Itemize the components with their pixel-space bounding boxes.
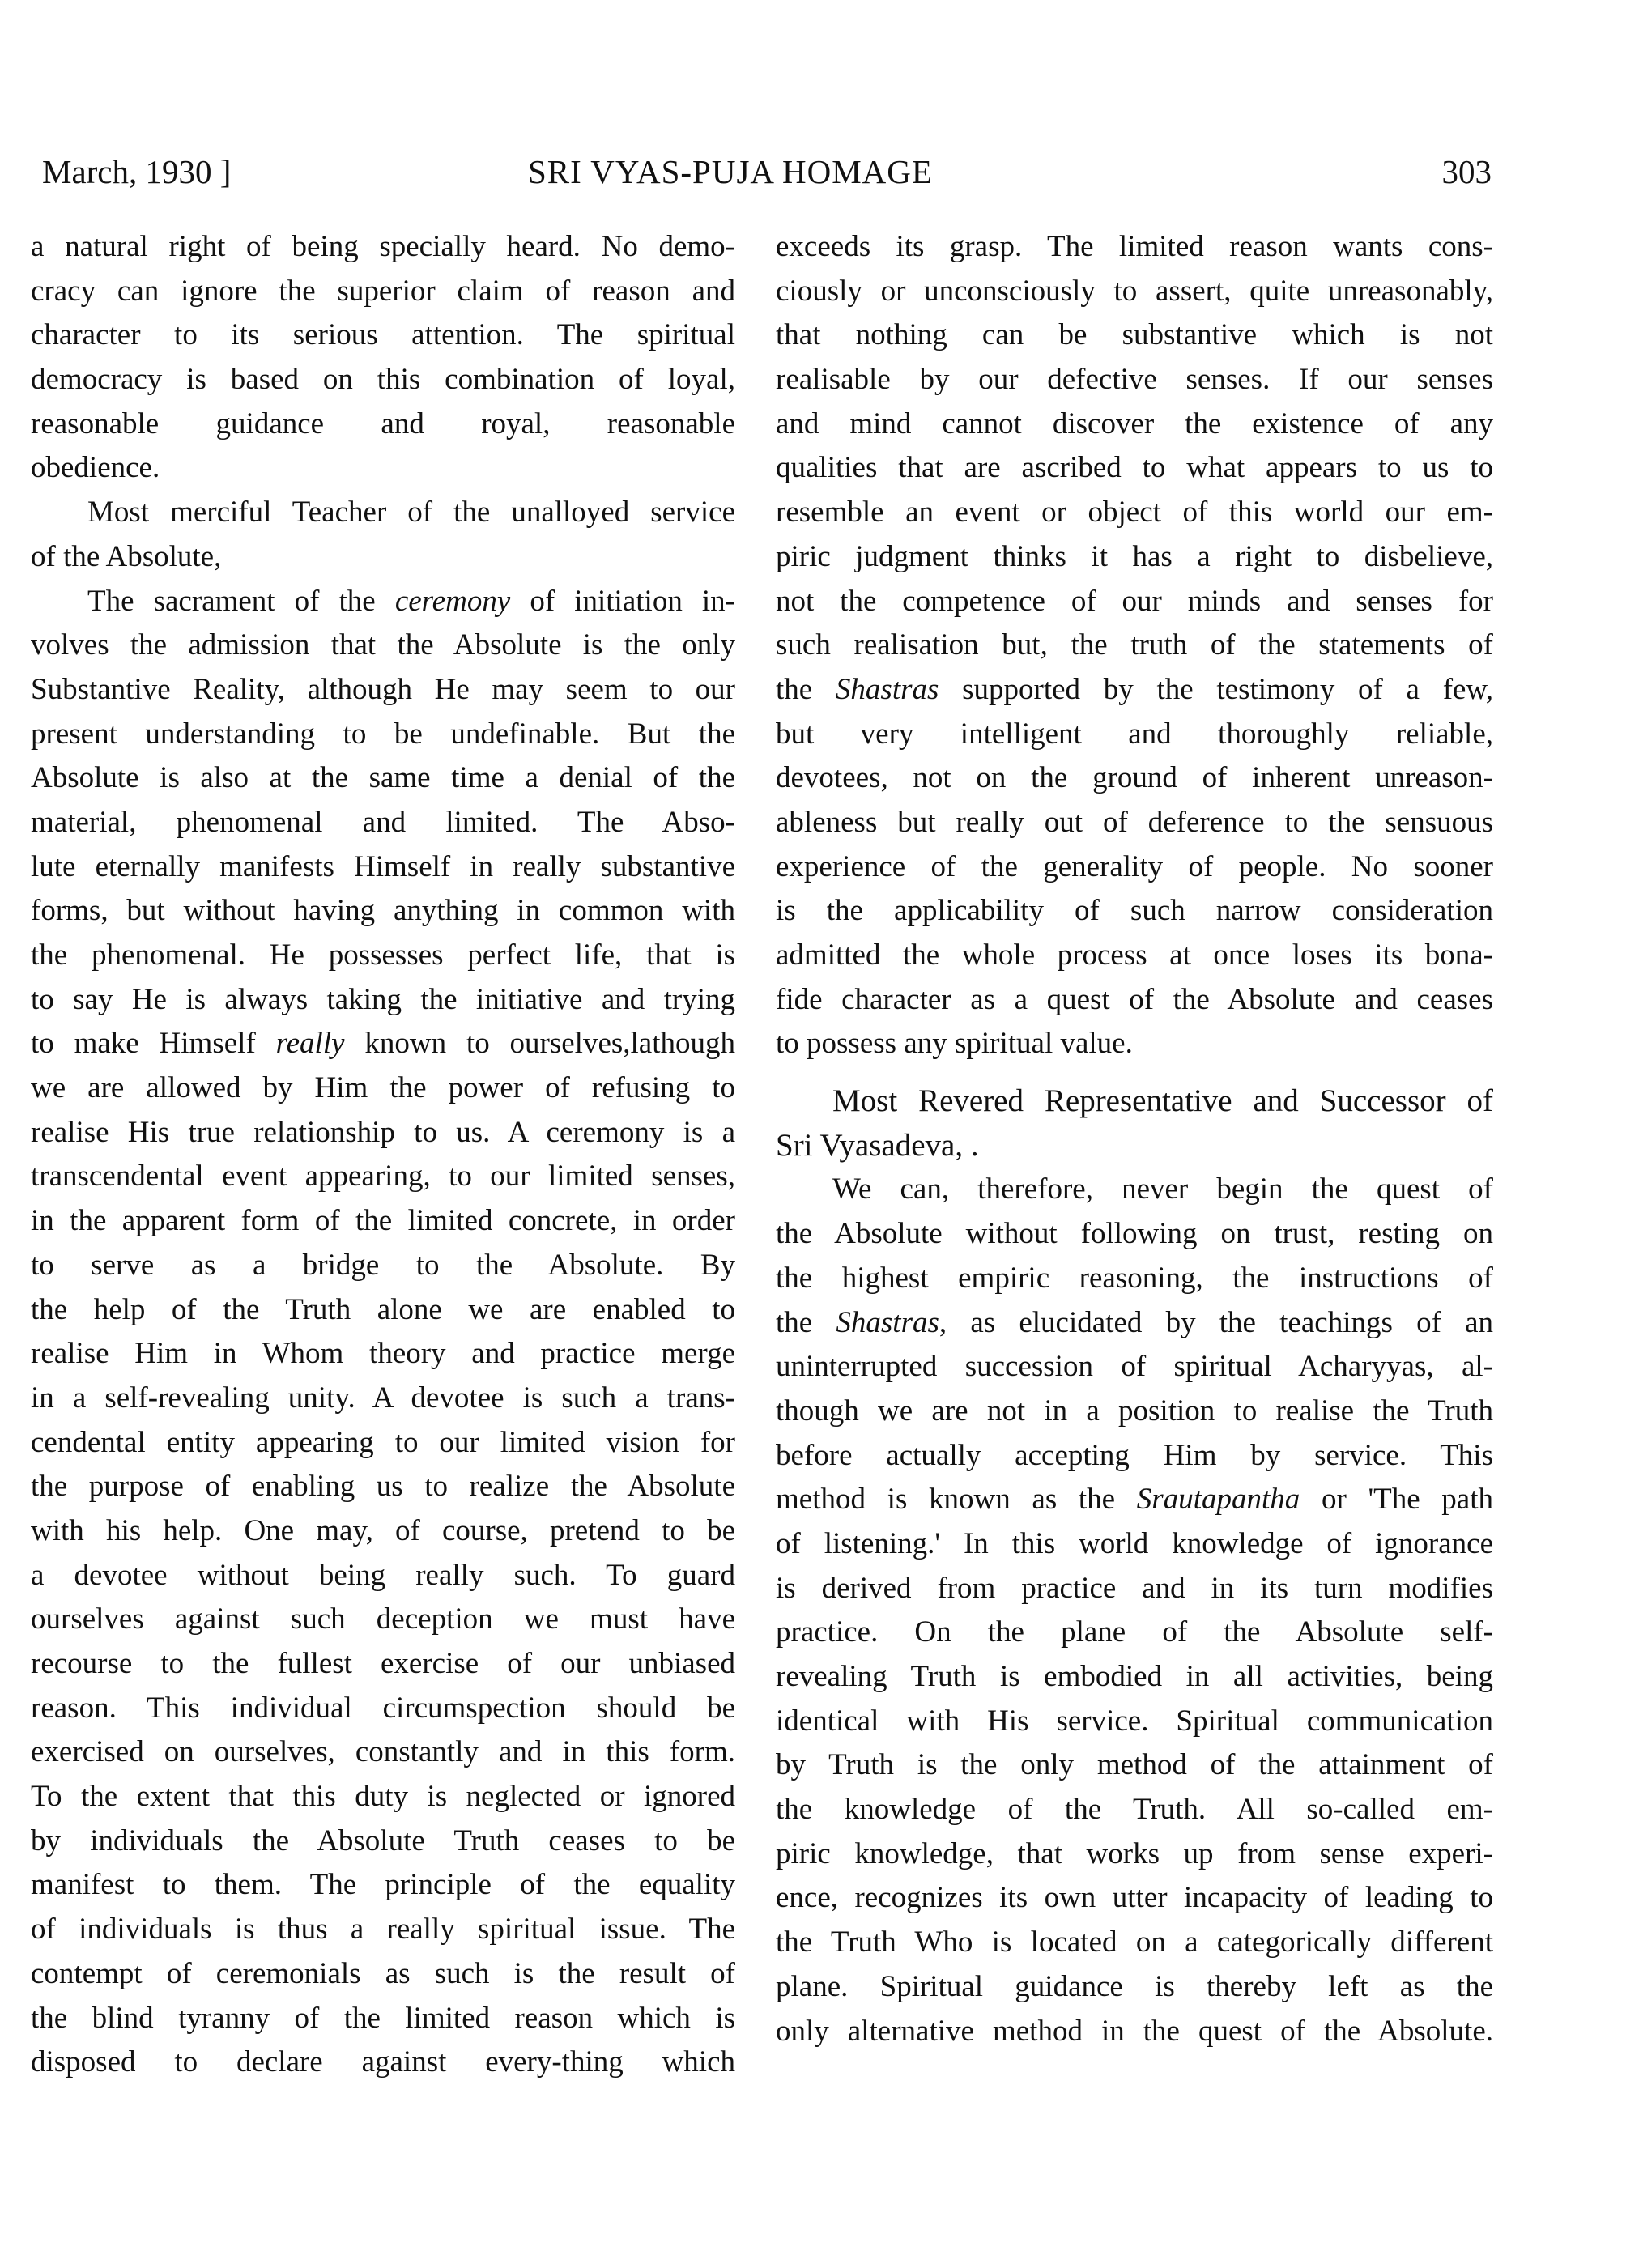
text-line: such realisation but, the truth of the statements of xyxy=(776,628,1493,662)
text-line: admitted the whole process at once loses its bona- xyxy=(776,938,1493,972)
text-line: to say He is always taking the initiative and trying xyxy=(31,982,735,1016)
italic-term: Srautapantha xyxy=(1136,1483,1300,1517)
text-line: in a self-revealing unity. A devotee is such a trans- xyxy=(31,1381,735,1415)
text-line: forms, but without having anything in common with xyxy=(31,894,735,928)
text-line: devotees, not on the ground of inherent unreason- xyxy=(776,761,1493,795)
text-line: contempt of ceremonials as such is the result of xyxy=(31,1956,735,1990)
text-line: to serve as a bridge to the Absolute. By xyxy=(31,1248,735,1282)
italic-term: ceremony xyxy=(394,584,511,618)
italic-term: really xyxy=(275,1027,345,1061)
text-line xyxy=(776,1301,1493,1346)
text-run: of initiation in- xyxy=(510,584,735,618)
text-line: the blind tyranny of the limited reason which is xyxy=(31,2001,735,2035)
text-line: in the apparent form of the limited concrete, in order xyxy=(31,1204,735,1238)
text-line: uninterrupted succession of spiritual Acharyyas, al- xyxy=(776,1350,1493,1384)
text-line: a natural right of being specially heard. No demo- xyxy=(31,230,735,263)
text-line: and mind cannot discover the existence of any xyxy=(776,406,1493,440)
text-line: of the Absolute, xyxy=(31,539,222,573)
text-line: ciously or unconsciously to assert, quite unreasonably, xyxy=(776,274,1493,308)
text-line: plane. Spiritual guidance is thereby left as the xyxy=(776,1969,1493,2003)
text-line: lute eternally manifests Himself in really substantive xyxy=(31,849,735,883)
text-run: the xyxy=(776,1305,836,1339)
text-line: experience of the generality of people. No sooner xyxy=(776,849,1493,883)
text-line: exercised on ourselves, constantly and in this form. xyxy=(31,1735,735,1769)
text-line: the highest empiric reasoning, the instructions of xyxy=(776,1261,1493,1295)
text-line: cracy can ignore the superior claim of reason and xyxy=(31,274,735,308)
left-text-column xyxy=(31,225,735,2085)
text-line xyxy=(31,580,735,624)
text-line: Substantive Reality, although He may seem to our xyxy=(31,672,735,706)
text-line: fide character as a quest of the Absolute and ceases xyxy=(776,982,1493,1016)
text-line: the Truth Who is located on a categorically different xyxy=(776,1925,1493,1960)
text-line: though we are not in a position to realise the Truth xyxy=(776,1394,1493,1428)
italic-term: Shastras xyxy=(836,1305,939,1339)
text-line: of listening.' In this world knowledge of ignorance xyxy=(776,1526,1493,1560)
text-line: realisable by our defective senses. If our senses xyxy=(776,363,1493,397)
text-line: transcendental event appearing, to our limited senses, xyxy=(31,1160,735,1194)
journal-section-title: SRI VYAS-PUJA HOMAGE xyxy=(528,153,933,190)
text-line: We can, therefore, never begin the quest of xyxy=(832,1172,1493,1206)
text-line: piric judgment thinks it has a right to disbelieve, xyxy=(776,539,1493,573)
text-line: we are allowed by Him the power of refusing to xyxy=(31,1071,735,1105)
text-line: material, phenomenal and limited. The Abso- xyxy=(31,805,735,839)
text-line: identical with His service. Spiritual communication xyxy=(776,1704,1493,1738)
text-line: that nothing can be substantive which is not xyxy=(776,318,1493,352)
text-line: not the competence of our minds and senses for xyxy=(776,584,1493,618)
text-line: realise His true relationship to us. A ceremony is a xyxy=(31,1115,735,1149)
text-line: by Truth is the only method of the attainment of xyxy=(776,1748,1493,1782)
text-line: but very intelligent and thoroughly reliable, xyxy=(776,717,1493,751)
text-line: Sri Vyasadeva, . xyxy=(776,1127,979,1163)
running-head xyxy=(0,147,1626,196)
text-line: only alternative method in the quest of the Absolute. xyxy=(776,2014,1493,2048)
text-line: before actually accepting Him by service. This xyxy=(776,1438,1493,1472)
text-line: democracy is based on this combination of loyal, xyxy=(31,363,735,397)
italic-term: Shastras xyxy=(835,672,939,706)
page-number: 303 xyxy=(1441,153,1492,190)
text-run: method is known as the xyxy=(776,1483,1137,1517)
text-line: exceeds its grasp. The limited reason wants cons- xyxy=(776,230,1493,263)
text-line: to possess any spiritual value. xyxy=(776,1027,1133,1061)
text-line: piric knowledge, that works up from sense experi- xyxy=(776,1836,1493,1870)
text-line: the phenomenal. He possesses perfect life, that is xyxy=(31,938,735,972)
text-line: is derived from practice and in its turn modifies xyxy=(776,1571,1493,1605)
text-line: revealing Truth is embodied in all activities, being xyxy=(776,1660,1493,1693)
right-text-column xyxy=(776,225,1493,2053)
text-line: Most merciful Teacher of the unalloyed service xyxy=(87,496,735,530)
text-line: is the applicability of such narrow consideration xyxy=(776,894,1493,928)
text-line: the Absolute without following on trust, resting on xyxy=(776,1217,1493,1251)
text-line: character to its serious attention. The spiritual xyxy=(31,318,735,352)
text-line: the knowledge of the Truth. All so-called em- xyxy=(776,1793,1493,1827)
issue-date: March, 1930 ] xyxy=(42,153,232,190)
text-run: supported by the testimony of a few, xyxy=(939,672,1494,706)
text-line: disposed to declare against every-thing which xyxy=(31,2045,735,2079)
text-line: the purpose of enabling us to realize the Absolute xyxy=(31,1470,735,1504)
text-run: or 'The path xyxy=(1300,1483,1494,1517)
text-line: the help of the Truth alone we are enabled to xyxy=(31,1292,735,1326)
text-line: reason. This individual circumspection should be xyxy=(31,1691,735,1725)
text-line: cendental entity appearing to our limited vision for xyxy=(31,1425,735,1459)
text-line: resemble an event or object of this world our em- xyxy=(776,496,1493,530)
text-run: The sacrament of the xyxy=(87,584,395,618)
text-line: with his help. One may, of course, pretend to be xyxy=(31,1513,735,1547)
text-line: qualities that are ascribed to what appears to us to xyxy=(776,451,1493,485)
text-line: practice. On the plane of the Absolute self- xyxy=(776,1615,1493,1649)
text-run: the xyxy=(776,672,836,706)
text-line: of individuals is thus a really spiritual issue. The xyxy=(31,1913,735,1947)
text-run: known to ourselves,lathough xyxy=(344,1027,735,1061)
text-run: , as elucidated by the teachings of an xyxy=(939,1305,1494,1339)
text-line: Absolute is also at the same time a denial of the xyxy=(31,761,735,795)
text-line: obedience. xyxy=(31,451,160,485)
text-line: a devotee without being really such. To guard xyxy=(31,1558,735,1592)
text-line: present understanding to be undefinable. But the xyxy=(31,717,735,751)
text-line: realise Him in Whom theory and practice merge xyxy=(31,1337,735,1371)
text-line: ableness but really out of deference to the sensuous xyxy=(776,805,1493,839)
text-line: reasonable guidance and royal, reasonable xyxy=(31,406,735,440)
text-line xyxy=(776,1478,1493,1522)
text-line: To the extent that this duty is neglected or ignored xyxy=(31,1780,735,1814)
text-run: to make Himself xyxy=(31,1027,276,1061)
text-line: recourse to the fullest exercise of our unbiased xyxy=(31,1647,735,1680)
text-line: manifest to them. The principle of the equality xyxy=(31,1868,735,1902)
text-line xyxy=(776,668,1493,713)
text-line xyxy=(31,1022,735,1066)
text-line: volves the admission that the Absolute is the only xyxy=(31,628,735,662)
text-line: Most Revered Representative and Successor of xyxy=(832,1083,1493,1119)
text-line: by individuals the Absolute Truth ceases to be xyxy=(31,1823,735,1857)
text-line: ence, recognizes its own utter incapacity of leading to xyxy=(776,1881,1493,1915)
text-line: ourselves against such deception we must have xyxy=(31,1602,735,1636)
